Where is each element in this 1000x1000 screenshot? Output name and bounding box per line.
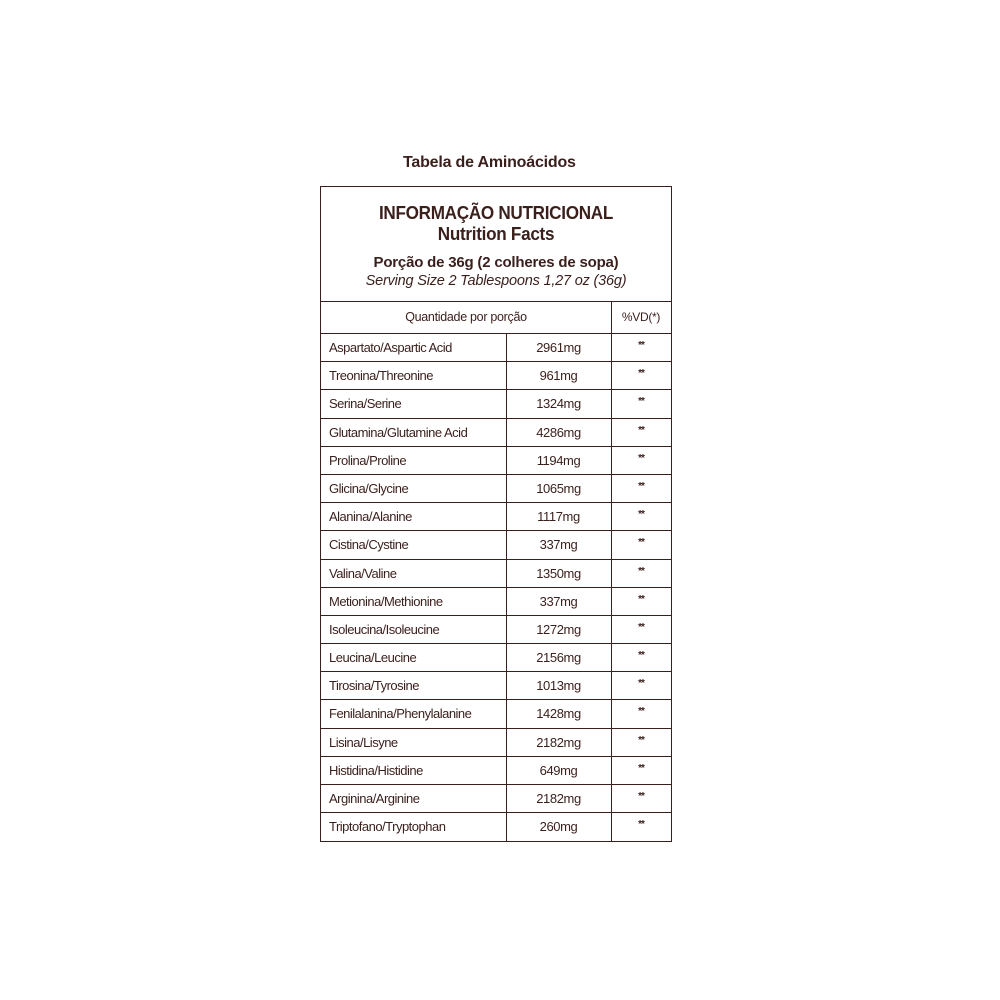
amino-acid-name: Metionina/Methionine — [329, 593, 443, 609]
amino-acid-name: Glicina/Glycine — [329, 480, 409, 496]
daily-value-marker: ** — [638, 509, 644, 521]
label-header — [321, 187, 671, 302]
label-title-en: Nutrition Facts — [437, 224, 555, 244]
table-row — [321, 334, 671, 362]
daily-value-marker: ** — [638, 678, 644, 690]
table-row — [321, 757, 671, 785]
serving-size-pt: Porção de 36g (2 colheres de sopa) — [373, 254, 619, 271]
table-row — [321, 616, 671, 644]
amino-acid-amount: 2182mg — [536, 734, 581, 750]
daily-value-marker: ** — [638, 706, 644, 718]
table-row — [321, 672, 671, 700]
amino-acid-amount: 1324mg — [536, 396, 581, 412]
daily-value-marker: ** — [638, 452, 644, 464]
amino-acid-name: Triptofano/Tryptophan — [329, 819, 446, 835]
table-row — [321, 729, 671, 757]
amino-acid-amount: 1194mg — [536, 452, 581, 468]
daily-value-marker: ** — [638, 340, 644, 351]
amino-acid-name: Valina/Valine — [329, 565, 397, 581]
daily-value-marker: ** — [638, 480, 644, 492]
amino-acid-amount: 337mg — [539, 593, 578, 609]
amino-acid-name: Aspartato/Aspartic Acid — [329, 340, 452, 355]
table-row — [321, 813, 671, 841]
table-row — [321, 419, 671, 447]
column-header-quantity: Quantidade por porção — [405, 310, 527, 324]
table-row — [321, 785, 671, 813]
page-title: Tabela de Aminoácidos — [403, 154, 576, 171]
amino-acid-amount: 1117mg — [537, 509, 580, 525]
amino-acid-name: Leucina/Leucine — [329, 650, 417, 666]
amino-acid-amount: 337mg — [539, 537, 578, 553]
amino-acid-name: Isoleucina/Isoleucine — [329, 621, 440, 637]
amino-acid-amount: 961mg — [539, 368, 578, 384]
nutrition-label — [320, 186, 672, 842]
table-row — [321, 390, 671, 418]
table-row — [321, 531, 671, 559]
daily-value-marker: ** — [638, 593, 644, 605]
amino-acid-amount: 1428mg — [536, 706, 581, 722]
column-header-row — [321, 302, 671, 334]
table-row — [321, 447, 671, 475]
table-row — [321, 503, 671, 531]
amino-acid-name: Alanina/Alanine — [329, 509, 412, 525]
amino-acid-amount: 260mg — [539, 819, 578, 835]
amino-acid-amount: 2182mg — [536, 791, 581, 806]
serving-size-en: Serving Size 2 Tablespoons 1,27 oz (36g) — [365, 273, 627, 289]
daily-value-marker: ** — [638, 734, 644, 746]
table-row — [321, 588, 671, 616]
daily-value-marker: ** — [638, 537, 644, 549]
table-row — [321, 700, 671, 728]
amino-acid-name: Prolina/Proline — [329, 452, 407, 468]
amino-acid-name: Fenilalanina/Phenylalanine — [329, 706, 472, 722]
table-row — [321, 475, 671, 503]
amino-acid-amount: 649mg — [539, 762, 578, 778]
daily-value-marker: ** — [638, 762, 644, 774]
amino-acid-name: Treonina/Threonine — [329, 368, 433, 384]
amino-acid-amount: 1013mg — [536, 678, 581, 694]
daily-value-marker: ** — [638, 396, 644, 408]
label-title-pt: INFORMAÇÃO NUTRICIONAL — [378, 203, 614, 223]
amino-acid-name: Serina/Serine — [329, 396, 402, 412]
amino-acid-name: Histidina/Histidine — [329, 762, 423, 778]
amino-acid-name: Cistina/Cystine — [329, 537, 409, 553]
table-row — [321, 362, 671, 390]
daily-value-marker: ** — [638, 819, 644, 831]
daily-value-marker: ** — [638, 424, 644, 436]
amino-acid-name: Arginina/Arginine — [329, 791, 420, 806]
table-row — [321, 644, 671, 672]
amino-acid-amount: 1065mg — [536, 480, 581, 496]
table-row — [321, 560, 671, 588]
amino-acid-name: Glutamina/Glutamine Acid — [329, 424, 468, 440]
amino-acid-amount: 2156mg — [536, 650, 581, 666]
amino-acid-amount: 2961mg — [536, 340, 581, 355]
amino-acid-amount: 1350mg — [536, 565, 581, 581]
daily-value-marker: ** — [638, 791, 644, 802]
amino-acid-table — [321, 334, 671, 841]
amino-acid-name: Tirosina/Tyrosine — [329, 678, 419, 694]
amino-acid-amount: 4286mg — [536, 424, 581, 440]
amino-acid-name: Lisina/Lisyne — [329, 734, 398, 750]
daily-value-marker: ** — [638, 650, 644, 662]
column-header-daily-value: %VD(*) — [621, 310, 661, 324]
daily-value-marker: ** — [638, 621, 644, 633]
daily-value-marker: ** — [638, 368, 644, 380]
amino-acid-amount: 1272mg — [536, 621, 581, 637]
daily-value-marker: ** — [638, 565, 644, 577]
